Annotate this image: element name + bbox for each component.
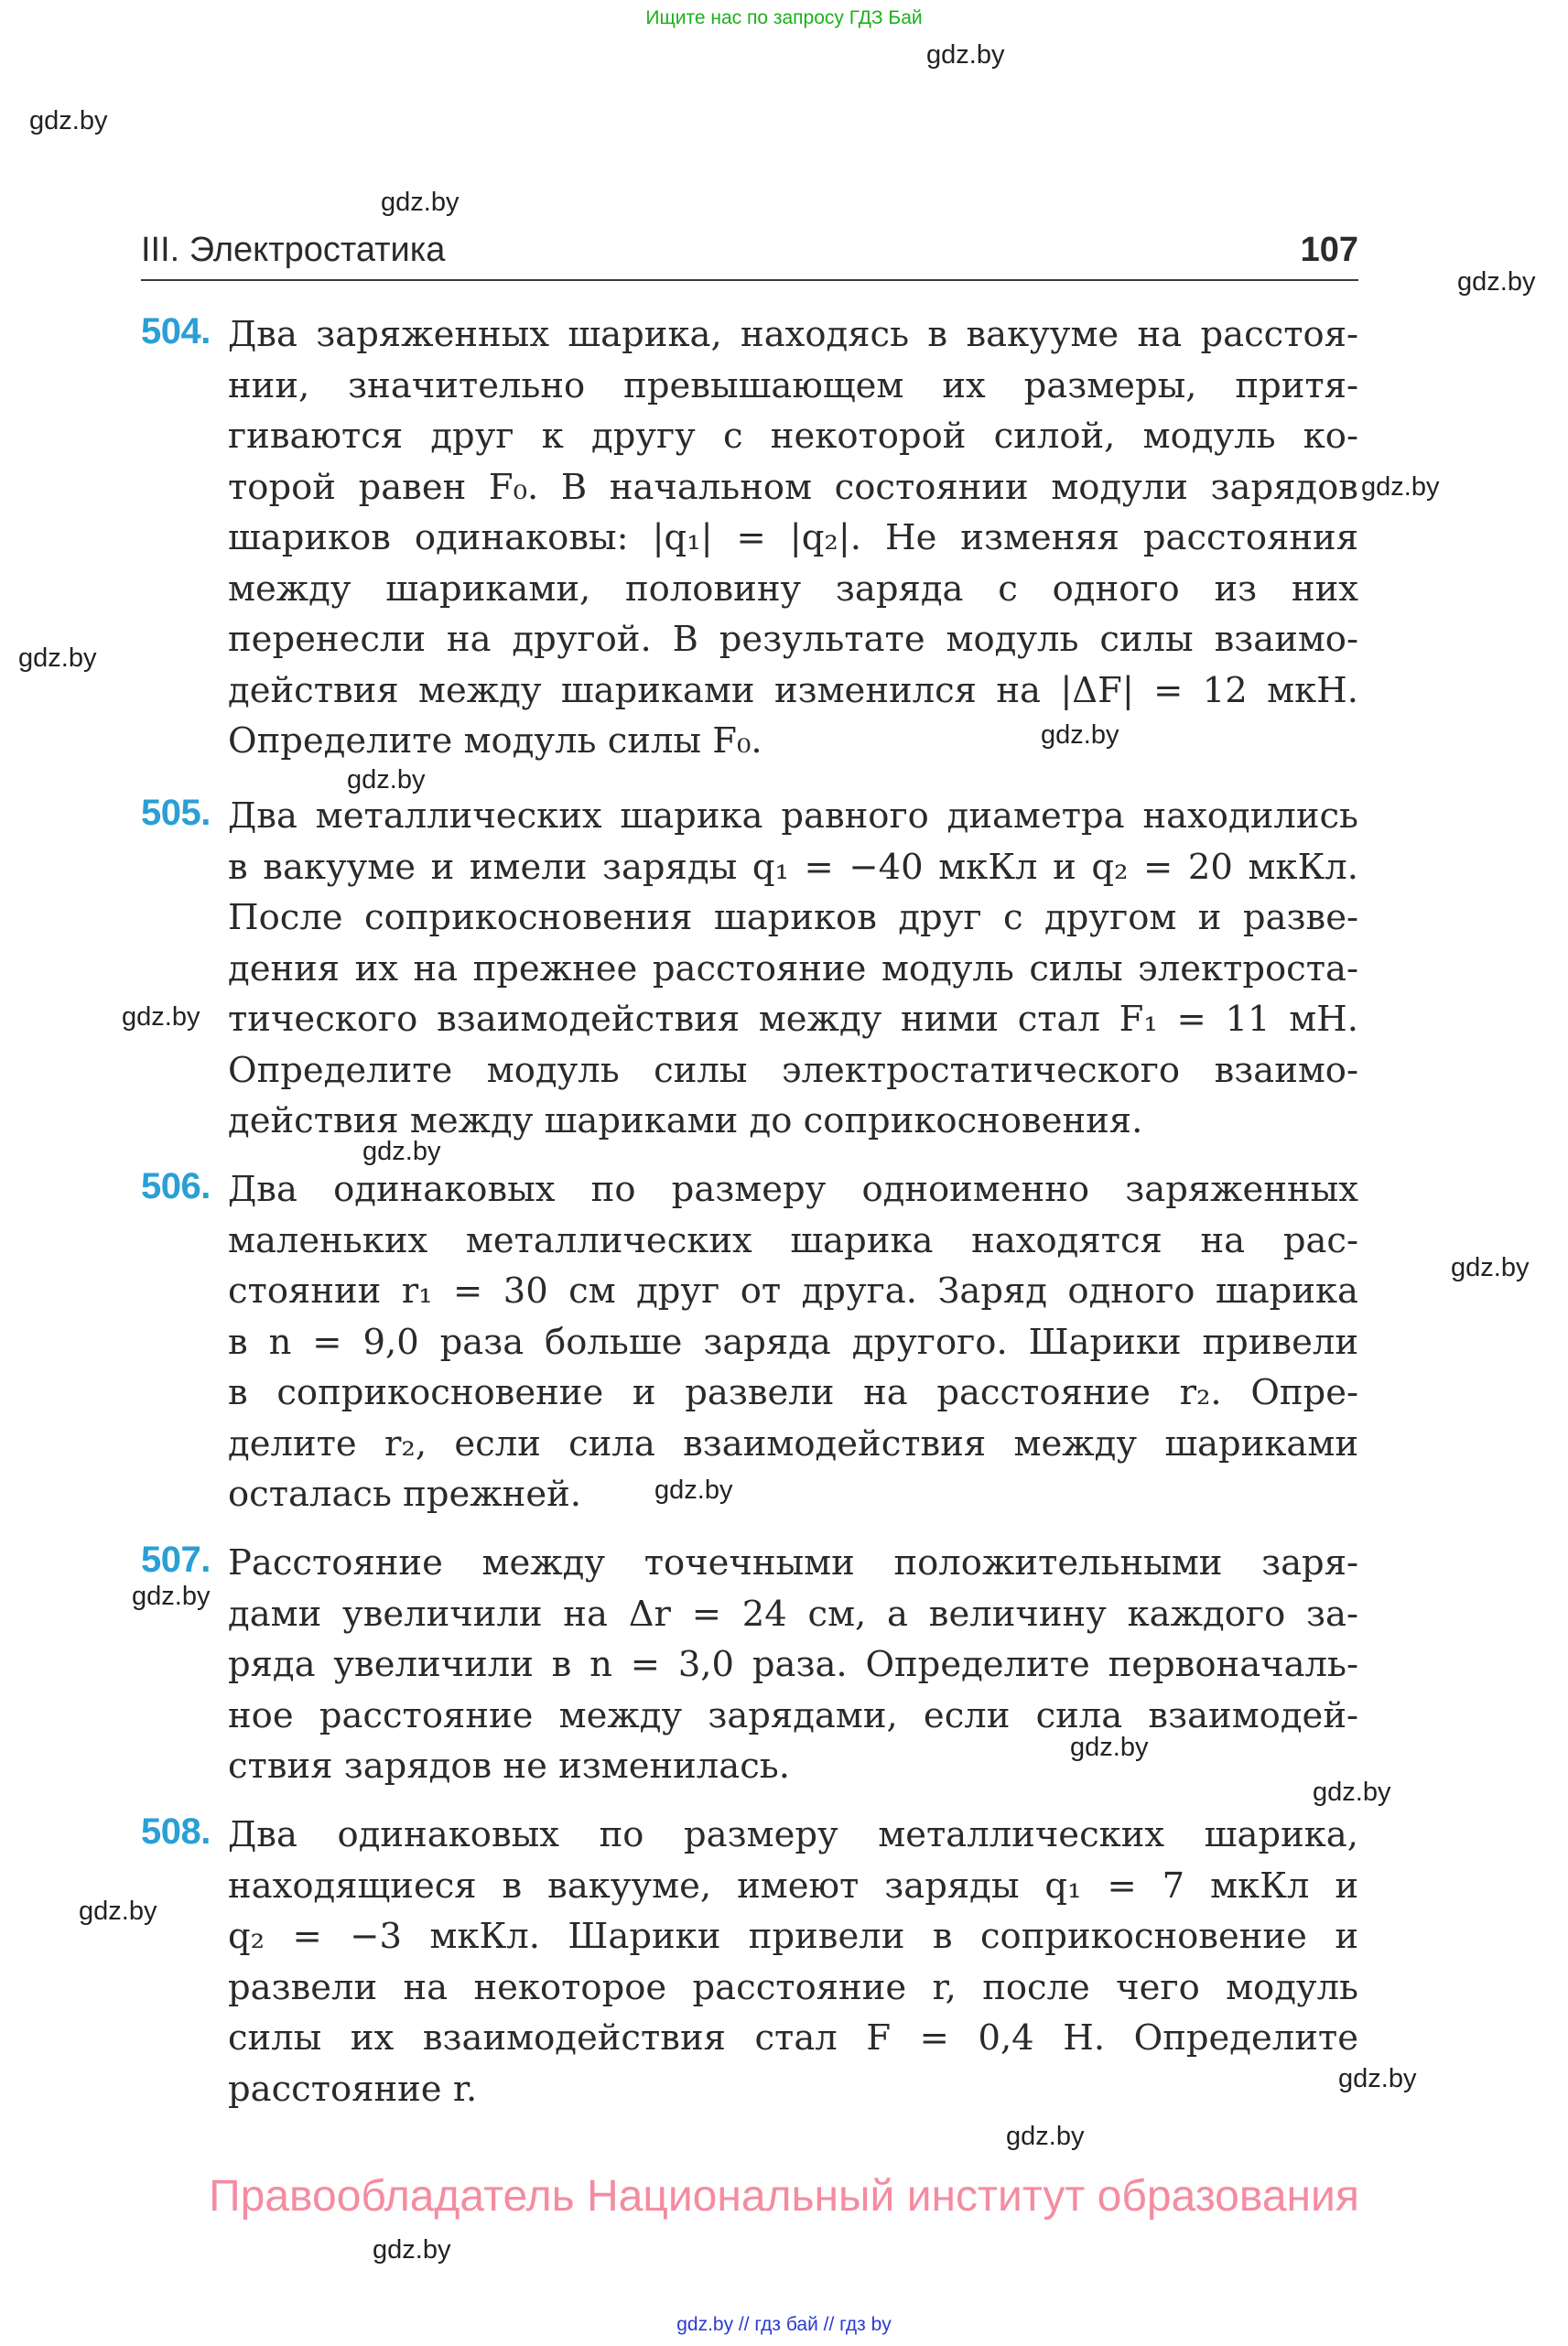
watermark: gdz.by bbox=[1041, 720, 1119, 750]
text-line: в соприкосновение и развели на расстояние r₂. Опре- bbox=[228, 1372, 1358, 1413]
text-line: развели на некоторое расстояние r, после чего модуль bbox=[228, 1966, 1358, 2008]
text-line: торой равен F₀. В начальном состоянии модули зарядов bbox=[228, 466, 1358, 508]
page-number: 107 bbox=[1300, 231, 1358, 269]
text-line: маленьких металлических шарика находятся на рас- bbox=[228, 1219, 1358, 1261]
text-line: ряда увеличили в n = 3,0 раза. Определите первоначаль- bbox=[228, 1644, 1358, 1685]
text-line: делите r₂, если сила взаимодействия между шариками bbox=[228, 1422, 1358, 1465]
text-line: нии, значительно превышающем их размеры, притя- bbox=[228, 364, 1358, 406]
watermark: gdz.by bbox=[1070, 1733, 1149, 1762]
text-line: гиваются друг к другу с некоторой силой, модуль ко- bbox=[228, 416, 1358, 457]
watermark: gdz.by bbox=[1338, 2064, 1417, 2093]
text-line: действия между шариками до соприкосновения. bbox=[228, 1100, 1143, 1141]
watermark: gdz.by bbox=[1361, 472, 1440, 502]
problem-number: 508. bbox=[141, 1811, 211, 1852]
text-line: Определите модуль силы электростатического взаимо- bbox=[228, 1049, 1358, 1091]
page-header bbox=[141, 226, 1358, 281]
copyright-notice: Правообладатель Национальный институт образования bbox=[209, 2172, 1359, 2221]
watermark: gdz.by bbox=[1006, 2122, 1085, 2151]
text-line: дами увеличили на Δr = 24 см, а величину каждого за- bbox=[228, 1593, 1358, 1635]
text-line: Расстояние между точечными положительными заря- bbox=[228, 1542, 1358, 1584]
watermark: gdz.by bbox=[347, 765, 426, 795]
text-line: Два одинаковых по размеру одноименно заряженных bbox=[228, 1169, 1358, 1210]
text-line: в n = 9,0 раза больше заряда другого. Шарики привели bbox=[228, 1321, 1358, 1363]
text-line: дения их на прежнее расстояние модуль силы электроста- bbox=[228, 947, 1358, 989]
text-line: Два металлических шарика равного диаметра находились bbox=[228, 795, 1358, 837]
text-line: q₂ = −3 мкКл. Шарики привели в соприкосновение и bbox=[228, 1916, 1358, 1957]
text-line: Два одинаковых по размеру металлических шарика, bbox=[228, 1814, 1358, 1855]
watermark: gdz.by bbox=[79, 1897, 157, 1926]
watermark: gdz.by bbox=[29, 106, 108, 135]
text-line: в вакууме и имели заряды q₁ = −40 мкКл и q₂ = 20 мкКл. bbox=[228, 846, 1358, 888]
watermark: gdz.by bbox=[381, 188, 460, 217]
text-line: перенесли на другой. В результате модуль силы взаимо- bbox=[228, 619, 1358, 660]
text-line: Определите модуль силы F₀. bbox=[228, 720, 762, 762]
text-line: находящиеся в вакууме, имеют заряды q₁ = 7 мкКл и bbox=[228, 1865, 1358, 1907]
problem-number: 504. bbox=[141, 311, 211, 351]
watermark: gdz.by bbox=[18, 643, 97, 673]
problem-number: 505. bbox=[141, 793, 211, 833]
problem-text bbox=[228, 791, 1358, 1147]
watermark: gdz.by bbox=[926, 40, 1005, 70]
bottom-links[interactable]: gdz.by // гдз бай // гдз by bbox=[676, 2314, 892, 2335]
watermark: gdz.by bbox=[1457, 267, 1536, 297]
text-line: действия между шариками изменился на |ΔF| = 12 мкН. bbox=[228, 669, 1358, 711]
watermark: gdz.by bbox=[362, 1137, 441, 1166]
text-line: стоянии r₁ = 30 см друг от друга. Заряд одного шарика bbox=[228, 1270, 1358, 1312]
watermark: gdz.by bbox=[373, 2235, 451, 2265]
watermark: gdz.by bbox=[654, 1476, 733, 1505]
text-line: Два заряженных шарика, находясь в вакууме на расстоя- bbox=[228, 314, 1358, 355]
text-line: шариков одинаковы: |q₁| = |q₂|. Не изменяя расстояния bbox=[228, 517, 1358, 558]
top-banner[interactable]: Ищите нас по запросу ГДЗ Бай bbox=[645, 7, 923, 28]
problem-text bbox=[228, 1538, 1358, 1792]
text-line: расстояние r. bbox=[228, 2068, 478, 2110]
text-line: силы их взаимодействия стал F = 0,4 Н. Определите bbox=[228, 2017, 1358, 2059]
problem-number: 507. bbox=[141, 1540, 211, 1580]
problem-text bbox=[228, 1810, 1358, 2114]
text-line: ное расстояние между зарядами, если сила взаимодей- bbox=[228, 1694, 1358, 1736]
watermark: gdz.by bbox=[1313, 1778, 1391, 1807]
watermark: gdz.by bbox=[122, 1002, 200, 1032]
text-line: тического взаимодействия между ними стал F₁ = 11 мН. bbox=[228, 999, 1358, 1040]
problem-text bbox=[228, 1164, 1358, 1520]
problem-number: 506. bbox=[141, 1166, 211, 1206]
text-line: между шариками, половину заряда с одного из них bbox=[228, 568, 1358, 610]
watermark: gdz.by bbox=[132, 1582, 211, 1611]
section-title: III. Электростатика bbox=[141, 231, 446, 269]
text-line: осталась прежней. bbox=[228, 1474, 582, 1515]
text-line: ствия зарядов не изменилась. bbox=[228, 1746, 790, 1787]
problem-text bbox=[228, 309, 1358, 767]
watermark: gdz.by bbox=[1451, 1253, 1530, 1282]
text-line: После соприкосновения шариков друг с другом и разве- bbox=[228, 897, 1358, 938]
